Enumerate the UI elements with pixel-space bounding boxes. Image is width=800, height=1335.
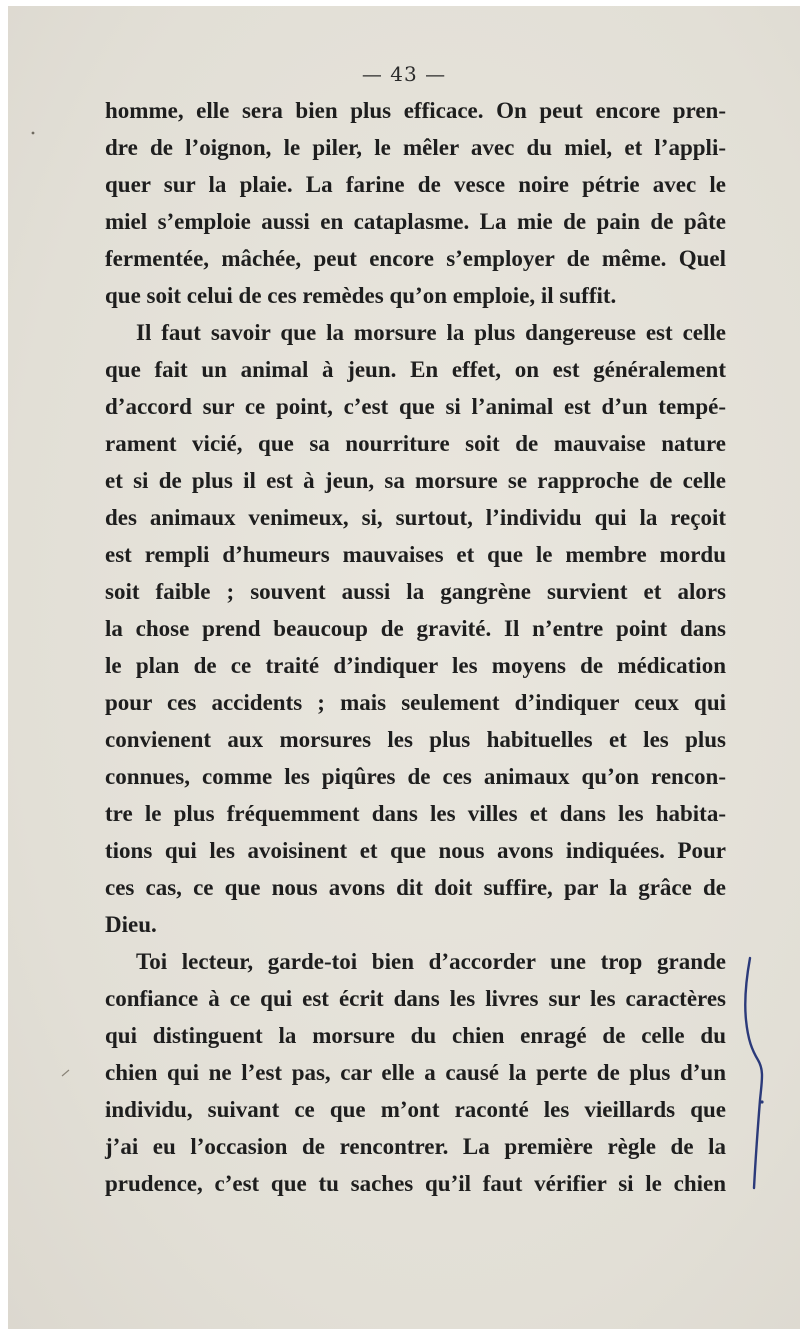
text-line: la chose prend beaucoup de gravité. Il n’entre point dans bbox=[105, 616, 726, 641]
body-text bbox=[105, 92, 726, 1202]
text-line: des animaux venimeux, si, surtout, l’individu qui la reçoit bbox=[105, 505, 726, 530]
text-line: et si de plus il est à jeun, sa morsure se rapproche de celle bbox=[105, 468, 726, 493]
text-line: j’ai eu l’occasion de rencontrer. La première règle de la bbox=[105, 1134, 726, 1159]
text-line: le plan de ce traité d’indiquer les moyens de médication bbox=[105, 653, 726, 678]
text-line: connues, comme les piqûres de ces animaux qu’on rencon- bbox=[105, 764, 726, 789]
text-line: pour ces accidents ; mais seulement d’indiquer ceux qui bbox=[105, 690, 726, 715]
text-line: ces cas, ce que nous avons dit doit suffire, par la grâce de bbox=[105, 875, 726, 900]
text-line: homme, elle sera bien plus efficace. On peut encore pren- bbox=[105, 98, 726, 123]
text-line: dre de l’oignon, le piler, le mêler avec du miel, et l’appli- bbox=[105, 135, 726, 160]
text-line: fermentée, mâchée, peut encore s’employer de même. Quel bbox=[105, 246, 726, 271]
text-line: rament vicié, que sa nourriture soit de mauvaise nature bbox=[105, 431, 726, 456]
text-line: prudence, c’est que tu saches qu’il faut vérifier si le chien bbox=[105, 1171, 726, 1196]
text-line: d’accord sur ce point, c’est que si l’animal est d’un tempé- bbox=[105, 394, 726, 419]
ink-bracket-mark bbox=[738, 950, 778, 1195]
page-number: — 43 — bbox=[361, 62, 447, 86]
paper-speck bbox=[30, 130, 36, 136]
text-line: Toi lecteur, garde-toi bien d’accorder une trop grande bbox=[136, 949, 726, 974]
text-line: que soit celui de ces remèdes qu’on emploie, il suffit. bbox=[105, 283, 617, 308]
text-line: Il faut savoir que la morsure la plus dangereuse est celle bbox=[136, 320, 726, 345]
text-line: soit faible ; souvent aussi la gangrène survient et alors bbox=[105, 579, 726, 604]
text-line: qui distinguent la morsure du chien enragé de celle du bbox=[105, 1023, 726, 1048]
text-line: miel s’emploie aussi en cataplasme. La mie de pain de pâte bbox=[105, 209, 726, 234]
text-line: tions qui les avoisinent et que nous avons indiquées. Pour bbox=[105, 838, 726, 863]
text-line: tre le plus fréquemment dans les villes et dans les habita- bbox=[105, 801, 726, 826]
text-line: individu, suivant ce que m’ont raconté les vieillards que bbox=[105, 1097, 726, 1122]
text-line: confiance à ce qui est écrit dans les livres sur les caractères bbox=[105, 986, 726, 1011]
text-line: chien qui ne l’est pas, car elle a causé la perte de plus d’un bbox=[105, 1060, 726, 1085]
text-line: est rempli d’humeurs mauvaises et que le membre mordu bbox=[105, 542, 726, 567]
text-line: Dieu. bbox=[105, 912, 157, 937]
text-line: quer sur la plaie. La farine de vesce noire pétrie avec le bbox=[105, 172, 726, 197]
text-line: convienent aux morsures les plus habituelles et les plus bbox=[105, 727, 726, 752]
paper-speck bbox=[60, 1068, 72, 1078]
text-line: que fait un animal à jeun. En effet, on est généralement bbox=[105, 357, 726, 382]
book-page bbox=[8, 6, 800, 1329]
